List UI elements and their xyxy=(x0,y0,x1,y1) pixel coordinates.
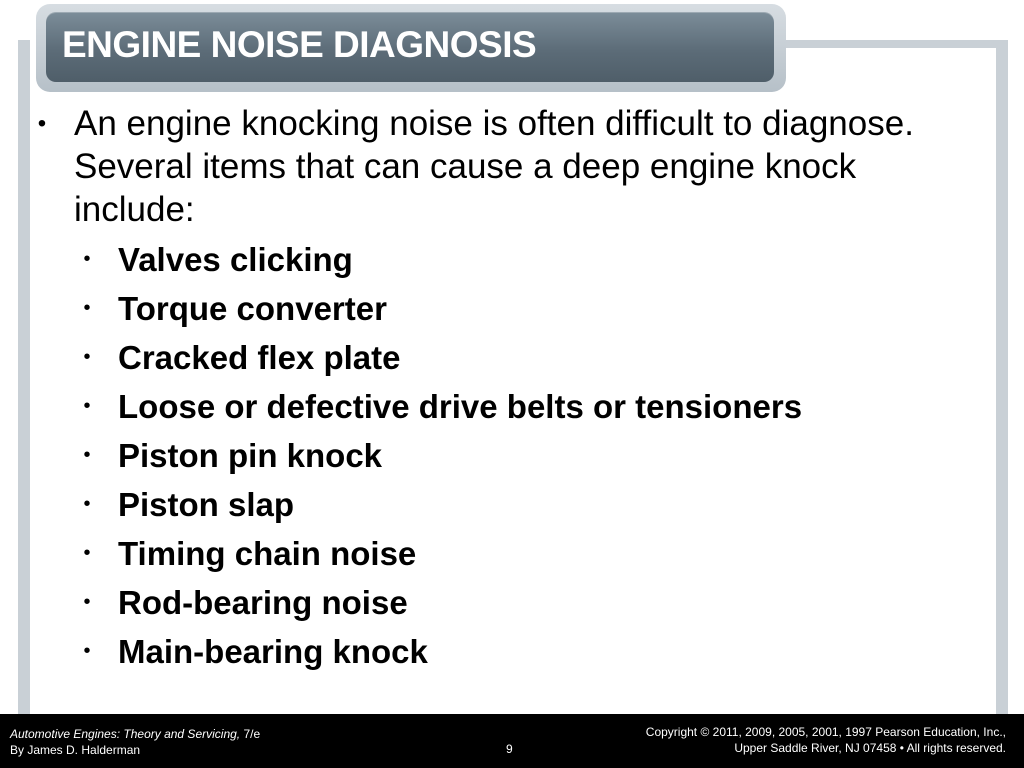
copyright xyxy=(646,724,1006,756)
sub-bullet-text: Main-bearing knock xyxy=(118,633,428,670)
copyright-line-2: Upper Saddle River, NJ 07458 • All rights reserved. xyxy=(734,741,1006,755)
sub-bullet-item xyxy=(32,578,982,627)
sub-bullet-text: Loose or defective drive belts or tensioners xyxy=(118,388,803,425)
slide-frame-left xyxy=(18,40,30,720)
slide-frame-right xyxy=(996,40,1008,720)
bullet-dot: • xyxy=(83,591,91,613)
slide-footer xyxy=(0,714,1024,768)
sub-bullet-text: Rod-bearing noise xyxy=(118,584,408,621)
bullet-dot: • xyxy=(83,248,91,270)
slide-content xyxy=(32,102,982,676)
bullet-dot: • xyxy=(83,346,91,368)
bullet-dot: • xyxy=(83,542,91,564)
sub-bullet-item xyxy=(32,480,982,529)
bullet-dot: • xyxy=(83,297,91,319)
book-title: Automotive Engines: Theory and Servicing, xyxy=(10,727,241,741)
sub-bullet-item xyxy=(32,627,982,676)
bullet-dot: • xyxy=(37,110,47,137)
copyright-line-1: Copyright © 2011, 2009, 2005, 2001, 1997 Pearson Education, Inc., xyxy=(645,725,1006,739)
sub-bullet-item xyxy=(32,235,982,284)
bullet-dot: • xyxy=(83,444,91,466)
slide-frame-top xyxy=(780,40,1006,48)
slide-title: ENGINE NOISE DIAGNOSIS xyxy=(62,24,537,65)
bullet-dot: • xyxy=(83,640,91,662)
sub-bullet-item xyxy=(32,431,982,480)
sub-bullet-item xyxy=(32,529,982,578)
page-number: 9 xyxy=(506,742,513,756)
sub-bullet-item xyxy=(32,382,982,431)
sub-bullet-item xyxy=(32,333,982,382)
footer-credits xyxy=(10,726,260,758)
book-edition: 7/e xyxy=(240,727,261,741)
sub-bullet-text: Torque converter xyxy=(118,290,387,327)
sub-bullet-text: Piston slap xyxy=(118,486,295,523)
sub-bullet-list xyxy=(32,235,982,676)
main-bullet xyxy=(32,102,982,231)
sub-bullet-text: Piston pin knock xyxy=(118,437,383,474)
main-bullet-text: An engine knocking noise is often difficult to diagnose. Several items that can cause a deep engine knock include: xyxy=(74,104,914,229)
bullet-dot: • xyxy=(83,493,91,515)
sub-bullet-text: Cracked flex plate xyxy=(118,339,401,376)
sub-bullet-text: Timing chain noise xyxy=(118,535,417,572)
sub-bullet-text: Valves clicking xyxy=(118,241,353,278)
author: By James D. Halderman xyxy=(10,743,141,757)
bullet-dot: • xyxy=(83,395,91,417)
sub-bullet-item xyxy=(32,284,982,333)
